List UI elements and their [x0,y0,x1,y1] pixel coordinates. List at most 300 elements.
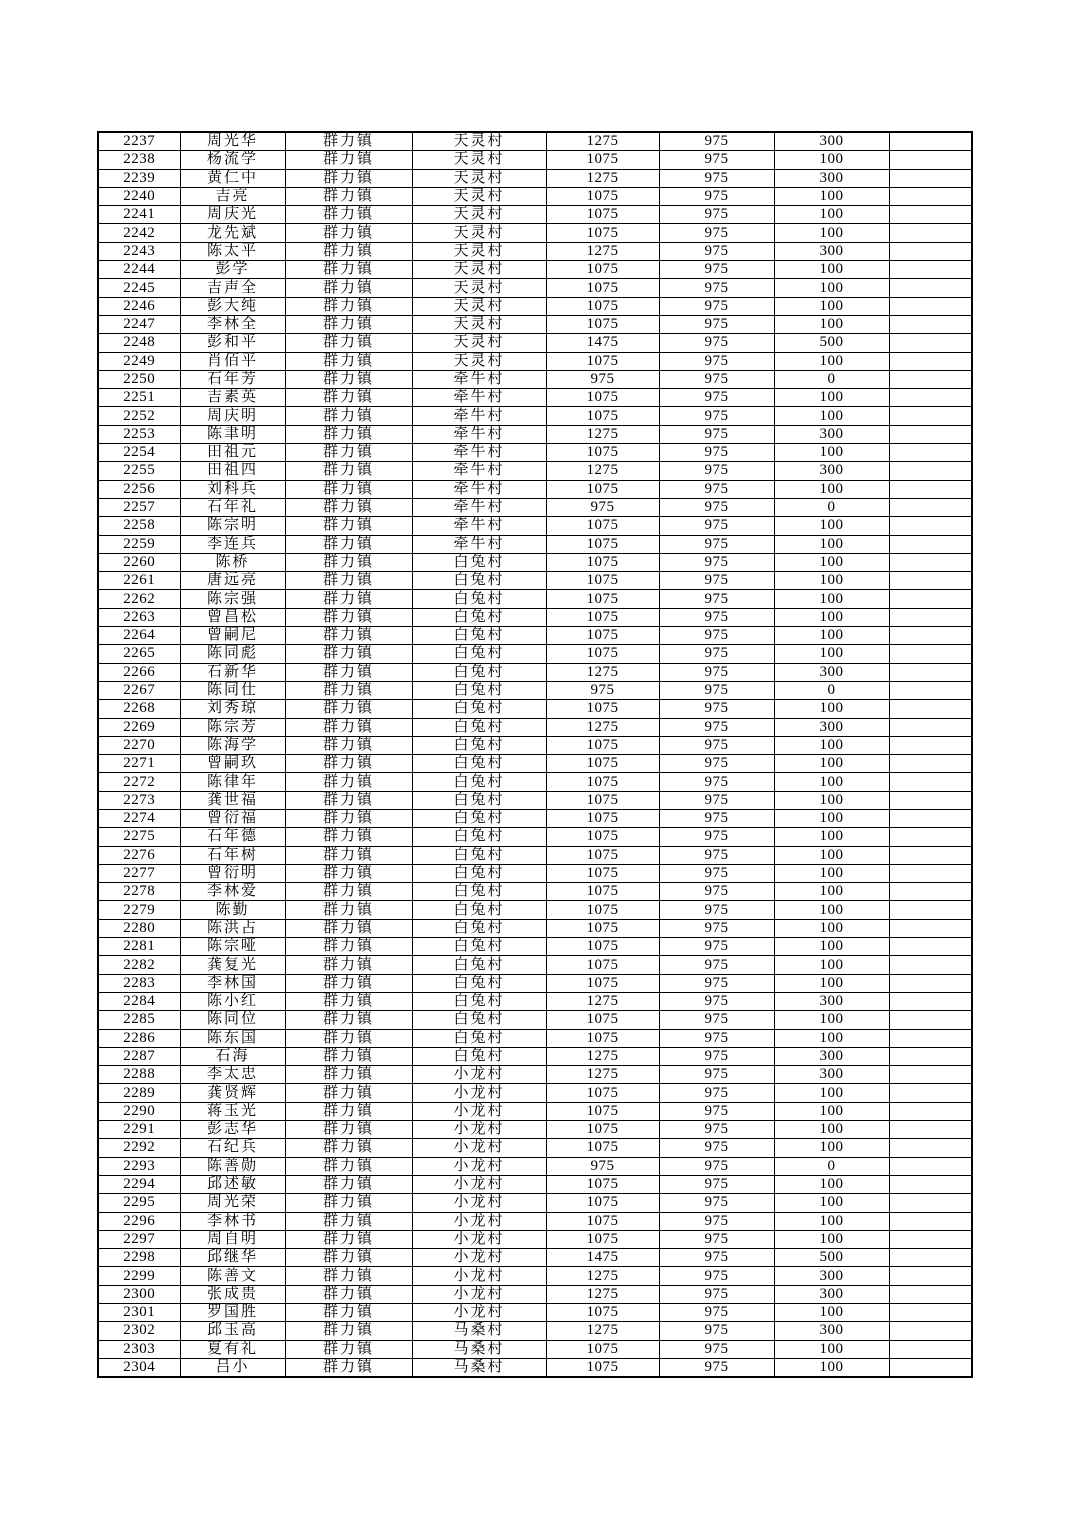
cell-total: 1075 [546,1011,659,1029]
cell-base: 975 [659,462,774,480]
table-row [98,297,972,315]
table-row [98,279,972,297]
cell-extra: 100 [774,645,889,663]
cell-total: 1075 [546,956,659,974]
cell-name: 石年德 [180,828,285,846]
cell-total: 1275 [546,132,659,151]
cell-number: 2267 [98,681,180,699]
cell-total: 1275 [546,992,659,1010]
cell-name: 吉亮 [180,187,285,205]
cell-town: 群力镇 [285,1121,412,1139]
cell-name: 田祖四 [180,462,285,480]
cell-name: 彭大纯 [180,297,285,315]
cell-total: 1275 [546,1322,659,1340]
cell-town: 群力镇 [285,389,412,407]
cell-base: 975 [659,755,774,773]
cell-village: 牵牛村 [412,444,546,462]
cell-total: 1075 [546,627,659,645]
cell-town: 群力镇 [285,938,412,956]
cell-town: 群力镇 [285,1066,412,1084]
cell-number: 2304 [98,1358,180,1377]
cell-total: 1075 [546,553,659,571]
cell-name: 陈海学 [180,736,285,754]
cell-note [889,883,972,901]
cell-extra: 0 [774,681,889,699]
cell-base: 975 [659,151,774,169]
cell-note [889,1358,972,1377]
cell-village: 小龙村 [412,1121,546,1139]
cell-number: 2295 [98,1194,180,1212]
cell-number: 2275 [98,828,180,846]
table-row [98,1249,972,1267]
cell-name: 彭和平 [180,334,285,352]
cell-extra: 100 [774,1304,889,1322]
cell-village: 白兔村 [412,791,546,809]
table-row [98,809,972,827]
cell-town: 群力镇 [285,462,412,480]
cell-total: 1075 [546,1340,659,1358]
cell-extra: 0 [774,498,889,516]
cell-town: 群力镇 [285,608,412,626]
cell-name: 陈宗明 [180,517,285,535]
cell-note [889,261,972,279]
cell-number: 2298 [98,1249,180,1267]
cell-extra: 0 [774,1157,889,1175]
cell-base: 975 [659,736,774,754]
cell-note [889,553,972,571]
cell-note [889,535,972,553]
cell-extra: 100 [774,590,889,608]
cell-town: 群力镇 [285,169,412,187]
cell-note [889,1175,972,1193]
cell-base: 975 [659,498,774,516]
table-row [98,736,972,754]
cell-note [889,1102,972,1120]
cell-town: 群力镇 [285,1230,412,1248]
cell-town: 群力镇 [285,279,412,297]
cell-name: 龚复光 [180,956,285,974]
cell-extra: 100 [774,261,889,279]
cell-town: 群力镇 [285,297,412,315]
cell-extra: 300 [774,132,889,151]
cell-number: 2269 [98,718,180,736]
table-row [98,718,972,736]
cell-town: 群力镇 [285,187,412,205]
cell-total: 1075 [546,608,659,626]
cell-village: 小龙村 [412,1139,546,1157]
cell-village: 白兔村 [412,590,546,608]
cell-extra: 100 [774,1175,889,1193]
cell-village: 牵牛村 [412,462,546,480]
cell-village: 牵牛村 [412,535,546,553]
cell-name: 陈东国 [180,1029,285,1047]
cell-number: 2251 [98,389,180,407]
table-row [98,608,972,626]
cell-name: 李连兵 [180,535,285,553]
cell-name: 张成贵 [180,1285,285,1303]
table-row [98,480,972,498]
table-row [98,1267,972,1285]
cell-village: 牵牛村 [412,480,546,498]
cell-village: 白兔村 [412,919,546,937]
cell-extra: 100 [774,755,889,773]
table-row [98,883,972,901]
cell-extra: 100 [774,535,889,553]
cell-total: 1075 [546,846,659,864]
cell-total: 975 [546,681,659,699]
cell-town: 群力镇 [285,828,412,846]
cell-base: 975 [659,315,774,333]
cell-base: 975 [659,132,774,151]
cell-village: 天灵村 [412,297,546,315]
cell-town: 群力镇 [285,1340,412,1358]
table-row [98,242,972,260]
cell-note [889,919,972,937]
cell-base: 975 [659,828,774,846]
cell-total: 1075 [546,572,659,590]
cell-name: 陈宗芳 [180,718,285,736]
cell-base: 975 [659,700,774,718]
table-row [98,1322,972,1340]
cell-total: 1075 [546,407,659,425]
cell-town: 群力镇 [285,498,412,516]
cell-total: 1075 [546,389,659,407]
cell-base: 975 [659,1011,774,1029]
cell-base: 975 [659,773,774,791]
cell-village: 白兔村 [412,974,546,992]
cell-base: 975 [659,645,774,663]
cell-name: 石年芳 [180,370,285,388]
cell-village: 天灵村 [412,169,546,187]
cell-number: 2288 [98,1066,180,1084]
cell-note [889,681,972,699]
cell-number: 2242 [98,224,180,242]
cell-name: 吕小 [180,1358,285,1377]
cell-base: 975 [659,956,774,974]
cell-base: 975 [659,352,774,370]
cell-village: 马桑村 [412,1322,546,1340]
cell-note [889,1121,972,1139]
cell-number: 2245 [98,279,180,297]
cell-number: 2259 [98,535,180,553]
cell-note [889,1285,972,1303]
cell-base: 975 [659,809,774,827]
cell-base: 975 [659,919,774,937]
cell-number: 2292 [98,1139,180,1157]
cell-base: 975 [659,718,774,736]
table-row [98,261,972,279]
cell-total: 1075 [546,297,659,315]
cell-town: 群力镇 [285,791,412,809]
cell-total: 1075 [546,938,659,956]
cell-note [889,572,972,590]
cell-total: 1275 [546,1047,659,1065]
cell-number: 2273 [98,791,180,809]
table-row [98,553,972,571]
cell-note [889,1322,972,1340]
cell-town: 群力镇 [285,846,412,864]
cell-total: 1075 [546,828,659,846]
cell-number: 2287 [98,1047,180,1065]
cell-village: 白兔村 [412,901,546,919]
cell-number: 2294 [98,1175,180,1193]
cell-total: 1075 [546,1304,659,1322]
cell-total: 1075 [546,791,659,809]
table-row [98,334,972,352]
cell-total: 1075 [546,315,659,333]
cell-total: 1075 [546,1175,659,1193]
cell-total: 1075 [546,1084,659,1102]
cell-total: 1075 [546,736,659,754]
cell-name: 彭学 [180,261,285,279]
cell-total: 1075 [546,279,659,297]
cell-number: 2238 [98,151,180,169]
cell-village: 白兔村 [412,700,546,718]
cell-total: 1075 [546,809,659,827]
cell-name: 陈善勋 [180,1157,285,1175]
cell-name: 李林全 [180,315,285,333]
cell-name: 石纪兵 [180,1139,285,1157]
table-row [98,1358,972,1377]
cell-base: 975 [659,1358,774,1377]
table-row [98,663,972,681]
table-row [98,444,972,462]
cell-town: 群力镇 [285,1358,412,1377]
cell-town: 群力镇 [285,425,412,443]
cell-name: 曾嗣玖 [180,755,285,773]
cell-note [889,1029,972,1047]
cell-number: 2248 [98,334,180,352]
cell-name: 吉声全 [180,279,285,297]
cell-village: 天灵村 [412,206,546,224]
cell-town: 群力镇 [285,407,412,425]
table-row [98,1157,972,1175]
cell-extra: 100 [774,956,889,974]
table-row [98,773,972,791]
cell-base: 975 [659,444,774,462]
cell-extra: 100 [774,1011,889,1029]
cell-name: 田祖元 [180,444,285,462]
cell-base: 975 [659,992,774,1010]
cell-village: 白兔村 [412,809,546,827]
table-row [98,407,972,425]
cell-number: 2274 [98,809,180,827]
table-row [98,572,972,590]
cell-extra: 100 [774,791,889,809]
cell-village: 小龙村 [412,1157,546,1175]
cell-name: 陈聿明 [180,425,285,443]
cell-total: 1075 [546,352,659,370]
cell-note [889,517,972,535]
cell-number: 2296 [98,1212,180,1230]
cell-extra: 500 [774,1249,889,1267]
cell-name: 陈律年 [180,773,285,791]
cell-total: 1075 [546,151,659,169]
cell-number: 2263 [98,608,180,626]
cell-village: 天灵村 [412,352,546,370]
cell-number: 2293 [98,1157,180,1175]
table-row [98,828,972,846]
cell-village: 天灵村 [412,334,546,352]
cell-total: 1075 [546,1121,659,1139]
cell-note [889,700,972,718]
cell-base: 975 [659,864,774,882]
table-row [98,1285,972,1303]
cell-note [889,938,972,956]
cell-town: 群力镇 [285,1194,412,1212]
cell-town: 群力镇 [285,224,412,242]
cell-number: 2283 [98,974,180,992]
cell-town: 群力镇 [285,1139,412,1157]
cell-name: 曾衍福 [180,809,285,827]
cell-base: 975 [659,883,774,901]
cell-number: 2300 [98,1285,180,1303]
cell-number: 2239 [98,169,180,187]
cell-number: 2277 [98,864,180,882]
cell-name: 邱继华 [180,1249,285,1267]
cell-town: 群力镇 [285,1102,412,1120]
cell-name: 龚贤辉 [180,1084,285,1102]
cell-base: 975 [659,1212,774,1230]
cell-note [889,370,972,388]
cell-extra: 100 [774,553,889,571]
cell-number: 2240 [98,187,180,205]
cell-note [889,1340,972,1358]
cell-note [889,1066,972,1084]
cell-village: 天灵村 [412,315,546,333]
cell-number: 2246 [98,297,180,315]
table-row [98,1230,972,1248]
table-row [98,1139,972,1157]
cell-number: 2271 [98,755,180,773]
cell-town: 群力镇 [285,700,412,718]
cell-name: 肖佰平 [180,352,285,370]
cell-town: 群力镇 [285,517,412,535]
cell-total: 1075 [546,535,659,553]
cell-total: 1475 [546,1249,659,1267]
table-row [98,535,972,553]
cell-base: 975 [659,187,774,205]
cell-town: 群力镇 [285,553,412,571]
cell-note [889,864,972,882]
cell-base: 975 [659,261,774,279]
cell-name: 李林书 [180,1212,285,1230]
cell-extra: 100 [774,187,889,205]
cell-village: 小龙村 [412,1194,546,1212]
cell-base: 975 [659,297,774,315]
cell-note [889,407,972,425]
cell-village: 马桑村 [412,1358,546,1377]
cell-base: 975 [659,1157,774,1175]
cell-number: 2249 [98,352,180,370]
cell-village: 牵牛村 [412,370,546,388]
cell-village: 牵牛村 [412,407,546,425]
cell-total: 1275 [546,663,659,681]
cell-name: 吉素英 [180,389,285,407]
cell-name: 曾嗣尼 [180,627,285,645]
table-row [98,462,972,480]
cell-name: 曾衍明 [180,864,285,882]
cell-note [889,169,972,187]
cell-extra: 100 [774,407,889,425]
cell-name: 陈同仕 [180,681,285,699]
cell-total: 1075 [546,755,659,773]
cell-base: 975 [659,242,774,260]
cell-extra: 100 [774,883,889,901]
cell-name: 蒋玉光 [180,1102,285,1120]
cell-extra: 100 [774,1212,889,1230]
cell-number: 2284 [98,992,180,1010]
cell-number: 2290 [98,1102,180,1120]
cell-town: 群力镇 [285,261,412,279]
cell-town: 群力镇 [285,590,412,608]
cell-note [889,755,972,773]
cell-village: 白兔村 [412,755,546,773]
cell-base: 975 [659,590,774,608]
cell-base: 975 [659,791,774,809]
cell-village: 天灵村 [412,261,546,279]
cell-note [889,224,972,242]
cell-total: 1275 [546,1066,659,1084]
cell-name: 陈宗哑 [180,938,285,956]
cell-extra: 100 [774,1029,889,1047]
cell-note [889,608,972,626]
cell-extra: 300 [774,1047,889,1065]
cell-note [889,1194,972,1212]
cell-note [889,242,972,260]
cell-number: 2257 [98,498,180,516]
cell-name: 周光荣 [180,1194,285,1212]
table-row [98,590,972,608]
cell-total: 1275 [546,425,659,443]
cell-number: 2302 [98,1322,180,1340]
cell-total: 1075 [546,261,659,279]
cell-number: 2280 [98,919,180,937]
cell-extra: 300 [774,242,889,260]
cell-town: 群力镇 [285,773,412,791]
cell-name: 陈小红 [180,992,285,1010]
cell-village: 白兔村 [412,864,546,882]
cell-total: 1075 [546,187,659,205]
cell-total: 1275 [546,718,659,736]
table-row [98,864,972,882]
cell-extra: 100 [774,1084,889,1102]
cell-note [889,1249,972,1267]
table-row [98,1084,972,1102]
cell-town: 群力镇 [285,992,412,1010]
cell-note [889,1212,972,1230]
cell-extra: 100 [774,1358,889,1377]
cell-village: 牵牛村 [412,425,546,443]
data-table [97,131,973,1378]
cell-village: 小龙村 [412,1212,546,1230]
cell-base: 975 [659,1047,774,1065]
cell-extra: 100 [774,974,889,992]
cell-name: 李太忠 [180,1066,285,1084]
cell-village: 天灵村 [412,187,546,205]
cell-extra: 100 [774,627,889,645]
cell-name: 陈善文 [180,1267,285,1285]
cell-base: 975 [659,553,774,571]
cell-village: 白兔村 [412,992,546,1010]
cell-extra: 300 [774,169,889,187]
cell-village: 牵牛村 [412,517,546,535]
cell-village: 白兔村 [412,572,546,590]
cell-note [889,736,972,754]
cell-name: 黄仁中 [180,169,285,187]
cell-extra: 300 [774,1267,889,1285]
cell-village: 牵牛村 [412,389,546,407]
